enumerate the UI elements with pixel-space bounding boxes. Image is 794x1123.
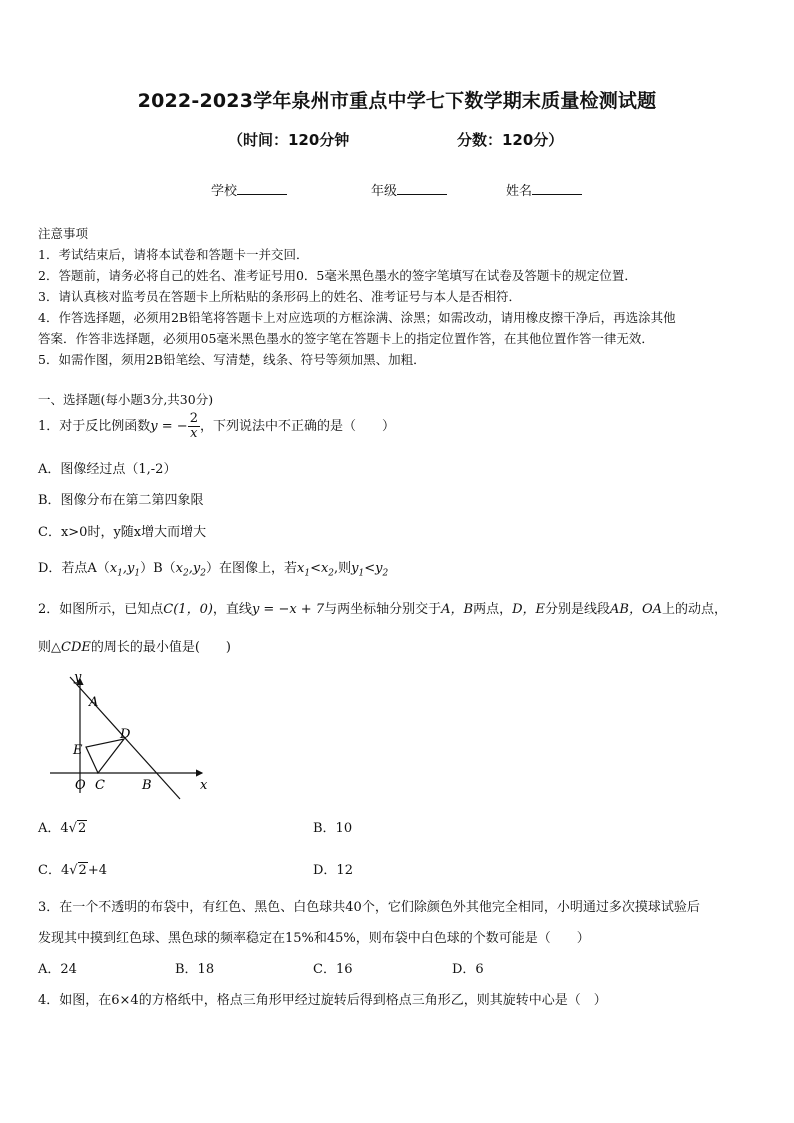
note-item: 答案．作答非选择题，必须用05毫米黑色墨水的签字笔在答题卡上的指定位置作答，在其他位置作答一律无效． — [38, 331, 654, 346]
q1-d-then: ,则 — [334, 561, 352, 576]
q1-function-lhs: y = − — [150, 419, 188, 434]
question-2-stem-line2 — [38, 636, 231, 655]
label-a: A — [89, 695, 99, 710]
q2-figure — [40, 665, 215, 805]
q1-fraction — [188, 412, 200, 441]
q1-d-x-ineq: $x_1<x_2$ — [296, 561, 335, 579]
q1-option-b: B．图像分布在第二第四象限 — [38, 493, 204, 508]
q2-option-a: A．4√2 — [38, 821, 87, 836]
q1-d-prefix: D．若点A（ — [38, 561, 110, 576]
q1-d-middle: ）B（ — [140, 561, 176, 576]
q2-text: ，直线 — [212, 602, 252, 617]
name-blank — [532, 182, 582, 195]
q2-a-radicand: 2 — [77, 821, 87, 836]
label-y: y — [74, 670, 82, 685]
note-item: 2．答题前，请务必将自己的姓名、准考证号用0．5毫米黑色墨水的签字笔填写在试卷及答题卡的规定位置． — [38, 268, 637, 283]
q2-text: 分别是线段 — [545, 602, 611, 617]
q2-text: 2．如图所示，已知点 — [38, 602, 164, 617]
q3-option-b: B．18 — [175, 962, 215, 977]
note-item: 1．考试结束后，请将本试卷和答题卡一并交回． — [38, 247, 309, 262]
school-blank — [237, 182, 287, 195]
question-4-line1: 4．如图，在6×4的方格纸中，格点三角形甲经过旋转后得到格点三角形乙，则其旋转中心是（ ） — [38, 993, 607, 1008]
q2-point-c: C(1，0) — [163, 602, 213, 617]
q2-text: 与两坐标轴分别交于 — [324, 602, 442, 617]
q2-option-c: C．4√2+4 — [38, 863, 107, 878]
q1-fraction-numerator: 2 — [189, 411, 198, 426]
q2-text: 上的动点， — [662, 602, 728, 617]
school-field — [211, 180, 287, 199]
note-item: 5．如需作图，须用2B铅笔绘、写清楚，线条、符号等须加黑、加粗． — [38, 352, 426, 367]
label-x: x — [200, 778, 208, 793]
grade-field — [371, 180, 447, 199]
q2-text: 两点， — [473, 602, 513, 617]
question-3-line2: 发现其中摸到红色球、黑色球的频率稳定在15%和45%，则布袋中白色球的个数可能是（ ） — [38, 931, 590, 946]
note-item: 4．作答选择题，必须用2B铅笔将答题卡上对应选项的方框涂满、涂黑；如需改动，请用橡皮擦干净后，再选涂其他 — [38, 310, 676, 325]
name-label: 姓名 — [506, 184, 533, 199]
q1-prefix: 1．对于反比例函数 — [38, 419, 151, 434]
label-o: O — [75, 778, 86, 793]
q1-d-point-b: $x_2,y_2$ — [175, 561, 206, 579]
q1-suffix: ，下列说法中不正确的是（ ） — [199, 419, 395, 434]
section-heading: 一、选择题(每小题3分,共30分) — [38, 392, 214, 407]
q1-fraction-denominator: x — [190, 426, 198, 441]
q2-c-coef: 4 — [60, 863, 70, 878]
q2-c-radicand: 2 — [78, 863, 87, 878]
question-2-stem — [38, 598, 727, 617]
page-title: 2022-2023学年泉州市重点中学七下数学期末质量检测试题 — [137, 90, 657, 112]
notes-heading: 注意事项 — [38, 226, 89, 241]
q2-text: 则△ — [38, 640, 61, 655]
q2-triangle: CDE — [61, 640, 91, 655]
q2-points-de: D，E — [512, 602, 545, 617]
q1-d-condition: ）在图像上，若 — [205, 561, 297, 576]
q2-a-label: A． — [38, 821, 61, 836]
q2-c-label: C． — [38, 863, 61, 878]
name-field — [506, 180, 582, 199]
q2-c-suffix: +4 — [87, 863, 107, 878]
q2-line-equation: y = −x + 7 — [251, 602, 325, 617]
question-3-line1: 3．在一个不透明的布袋中，有红色、黑色、白色球共40个，它们除颜色外其他完全相同，小明通过多次摸球试验后 — [38, 900, 700, 915]
q3-option-c: C．16 — [313, 962, 353, 977]
q3-option-d: D．6 — [452, 962, 484, 977]
q1-d-point-a: $x_1,y_1$ — [109, 561, 141, 579]
q2-points-ab: A，B — [441, 602, 474, 617]
score-label: 分数：120分） — [457, 131, 564, 149]
q2-text: 的周长的最小值是( ) — [90, 640, 232, 655]
q1-d-y-ineq: $y_1<y_2$ — [351, 561, 389, 579]
q2-option-b: B．10 — [313, 821, 353, 836]
q1-option-c: C．x>0时，y随x增大而增大 — [38, 525, 207, 540]
triangle-cde — [86, 739, 124, 773]
grade-label: 年级 — [371, 184, 398, 199]
label-b: B — [142, 778, 152, 793]
q2-a-coef: 4 — [60, 821, 69, 836]
label-d: D — [120, 727, 131, 742]
q3-option-a: A．24 — [38, 962, 77, 977]
grade-blank — [397, 182, 447, 195]
time-label: （时间：120分钟 — [228, 131, 350, 149]
q1-option-a: A．图像经过点（1,-2） — [38, 462, 177, 477]
label-e: E — [73, 743, 83, 758]
q2-segments: AB，OA — [610, 602, 663, 617]
school-label: 学校 — [211, 184, 238, 199]
question-1-stem — [38, 412, 395, 441]
note-item: 3．请认真核对监考员在答题卡上所粘贴的条形码上的姓名、准考证号与本人是否相符． — [38, 289, 521, 304]
q1-option-d — [38, 557, 388, 579]
label-c: C — [95, 778, 105, 793]
q2-option-d: D．12 — [313, 863, 353, 878]
